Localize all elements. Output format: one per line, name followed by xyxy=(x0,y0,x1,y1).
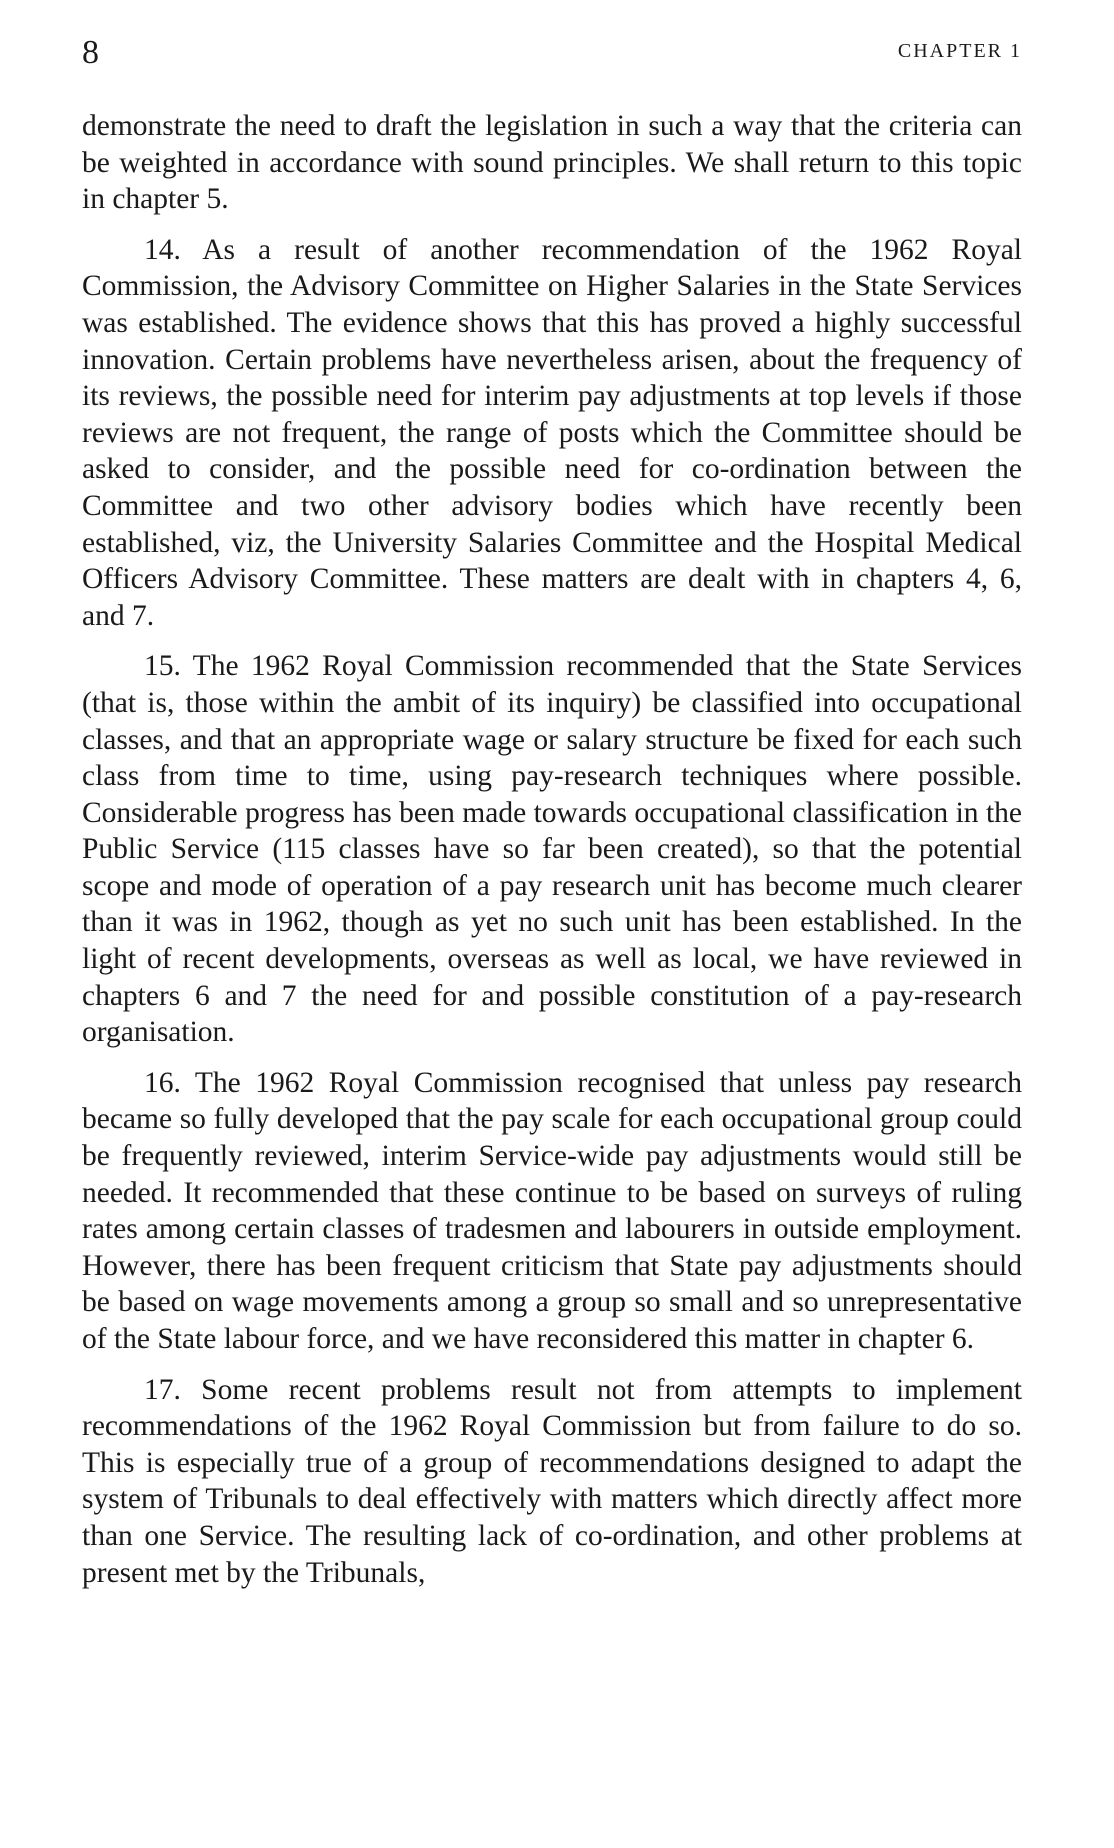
paragraph-14 xyxy=(82,232,1022,635)
paragraph-text: The 1962 Royal Commission recommended that the State Services (that is, those within the ambit of its inquiry) be classified into occupational classes, and that an appropriate wage or salary structure be fixed for each such class from time to time, using pay-research techniques where possible. Considerable progress has been made towards occupational classification in the Public Service (115 classes have so far been created), so that the potential scope and mode of operation of a pay research unit has become much clearer than it was in 1962, though as yet no such unit has been established. In the light of recent developments, overseas as well as local, we have reviewed in chapters 6 and 7 the need for and possible constitution of a pay-research organisation. xyxy=(82,650,1023,1049)
paragraph-number: 16. xyxy=(144,1066,181,1099)
paragraph-number: 15. xyxy=(144,650,181,683)
paragraph-text: As a result of another recommendation of the 1962 Royal Commission, the Advisory Committee on Higher Salaries in the State Services was established. The evidence shows that this has proved a highly successful innovation. Certain problems have nevertheless arisen, about the frequency of its reviews, the possible need for interim pay adjustments at top levels if those reviews are not frequent, the range of posts which the Committee should be asked to consider, and the possible need for co-ordination between the Committee and two other advisory bodies which have recently been established, viz, the University Salaries Committee and the Hospital Medical Officers Advisory Committee. These matters are dealt with in chapters 4, 6, and 7. xyxy=(82,233,1022,632)
paragraph-15 xyxy=(82,648,1022,1051)
paragraph-text: Some recent problems result not from attempts to implement recommendations of the 1962 Royal Commission but from failure to do so. This is especially true of a group of recommendations designed to adapt the system of Tribunals to deal effectively with matters which directly affect more than one Service. The resulting lack of co-ordination, and other problems at present met by the Tribunals, xyxy=(82,1373,1023,1589)
paragraph-number: 17. xyxy=(144,1373,181,1406)
paragraph-continued xyxy=(82,108,1022,218)
page-number: 8 xyxy=(82,34,99,71)
chapter-label: CHAPTER 1 xyxy=(897,40,1022,62)
running-header xyxy=(82,28,1022,78)
paragraph-text: demonstrate the need to draft the legislation in such a way that the criteria can be weighted in accordance with sound principles. We shall return to this topic in chapter 5. xyxy=(82,110,1022,216)
paragraph-17 xyxy=(82,1372,1022,1592)
body-text xyxy=(82,108,1022,1591)
paragraph-text: The 1962 Royal Commission recognised that unless pay research became so fully developed that the pay scale for each occupational group could be frequently reviewed, interim Service-wide pay adjustments would still be needed. It recommended that these continue to be based on surveys of ruling rates among certain classes of tradesmen and labourers in outside employment. However, there has been frequent criticism that State pay adjustments should be based on wage movements among a group so small and so unrepresentative of the State labour force, and we have reconsidered this matter in chapter 6. xyxy=(82,1066,1022,1355)
paragraph-number: 14. xyxy=(144,233,181,266)
paragraph-16 xyxy=(82,1065,1022,1358)
